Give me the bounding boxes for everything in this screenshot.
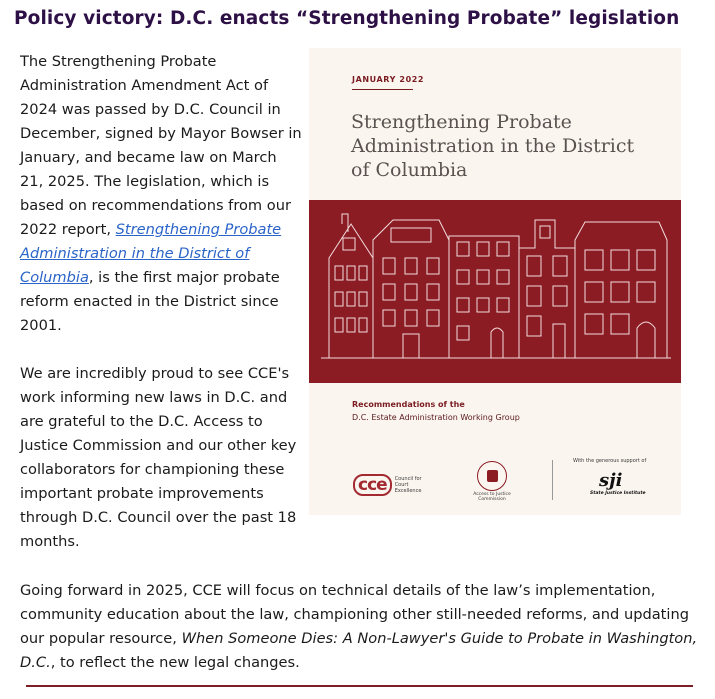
access-to-justice-seal-icon [477,461,507,491]
report-link[interactable]: Strengthening Probate Administration in the District of Columbia [20,221,282,286]
intro-text-end: , is the first major probate reform enacted in the District since 2001. [20,269,280,334]
headline: Policy victory: D.C. enacts “Strengthening Probate” legislation [14,8,680,29]
cover-subtitle-line2: D.C. Estate Administration Working Group [352,413,520,422]
cover-subtitle-line1: Recommendations of the [352,400,465,409]
cce-logo-mark: cce [353,474,392,496]
cover-subtitle [352,398,652,424]
sji-logo-mark: sji [599,470,623,491]
logo-divider [552,460,553,500]
cover-title: Strengthening Probate Administration in the District of Columbia [351,111,635,181]
cover-date: JANUARY 2022 [352,75,425,84]
cce-logo-text: Council for Court Excellence [394,476,422,494]
intro-paragraph [20,50,302,338]
access-to-justice-logo-text: Access to Justice Commission [473,492,511,502]
section-divider [26,685,693,687]
report-cover-image[interactable] [309,48,681,515]
support-label: With the generous support of [573,458,647,464]
intro-text-start: The Strengthening Probate Administration Amendment Act of 2024 was passed by D.C. Council in December, signed by Mayor Bowser in January, and became law on March 21, 2025. The legislation, which is based on recommendations from our 2022 report, [20,53,302,238]
cover-date-underline [352,89,413,90]
rowhouses-illustration [309,200,681,383]
cover-logos [309,458,681,508]
rowhouse-illustration-band [309,200,681,383]
cce-logo [353,474,435,496]
going-forward-text-start: Going forward in 2025, CCE will focus on technical details of the law’s implementation, community education about the law, championing other still-needed reforms, and updating our popular resource, [20,582,689,647]
sji-logo-text: State Justice Institute [590,491,646,496]
guide-title: When Someone Dies: A Non-Lawyer's Guide to Probate in Washington, D.C. [20,630,698,671]
going-forward-text-end: , to reflect the new legal changes. [50,654,300,671]
gratitude-paragraph: We are incredibly proud to see CCE's work informing new laws in D.C. and are grateful to the D.C. Access to Justice Commission and our other key collaborators for championing these important probate improvements through D.C. Council over the past 18 months. [20,365,297,550]
access-to-justice-logo [467,461,517,505]
going-forward-paragraph [20,579,710,675]
